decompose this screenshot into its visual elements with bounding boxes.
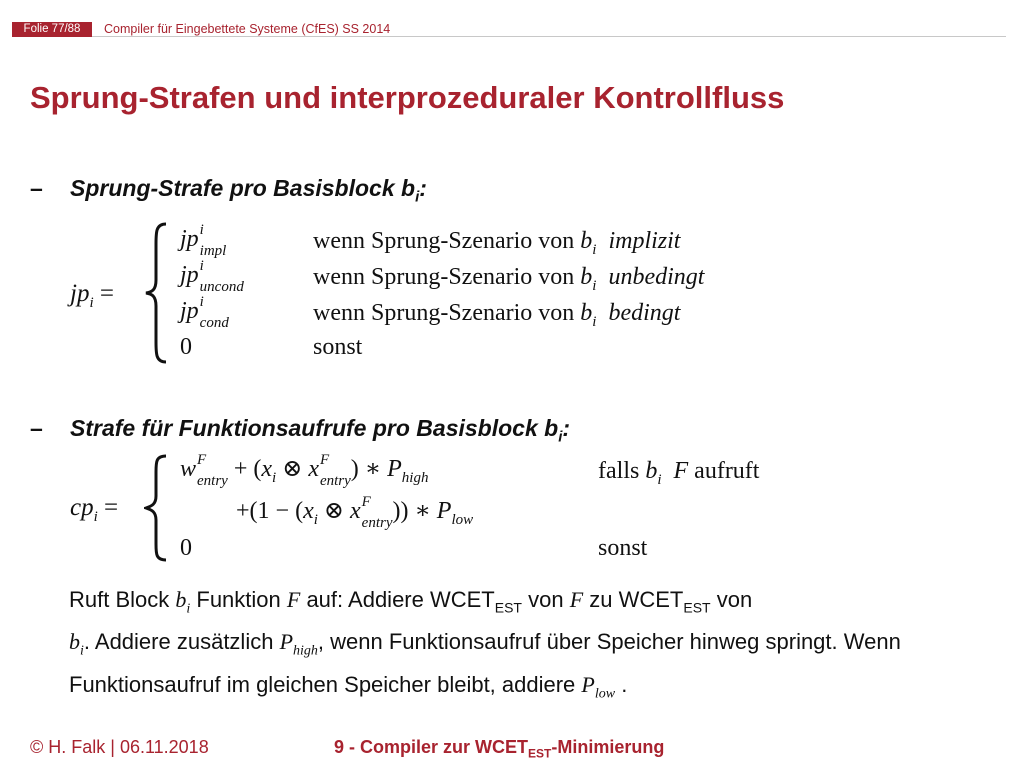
- bullet-sub: i: [415, 188, 420, 206]
- text: . Addiere zusätzlich: [83, 629, 280, 655]
- p-sub-high: high: [401, 469, 429, 486]
- jp-equals: =: [99, 280, 114, 307]
- cond-kind: bedingt: [608, 300, 681, 326]
- w-sub: entry: [197, 473, 228, 490]
- cond-kind: unbedingt: [608, 264, 705, 290]
- case-sup: i: [199, 258, 204, 275]
- cp-cond-otherwise: [598, 533, 647, 563]
- case-var: jp: [180, 262, 199, 288]
- cond-b-sub: i: [592, 313, 597, 330]
- case-sup: i: [199, 294, 204, 311]
- plus-one-minus: +(1 − (: [236, 498, 304, 524]
- text: von: [521, 587, 570, 612]
- math-b-sub: i: [80, 643, 84, 659]
- case-var: jp: [180, 298, 199, 324]
- x-sup: F: [319, 452, 330, 469]
- math-P: P: [581, 671, 595, 697]
- cp-equals: =: [104, 494, 119, 521]
- jp-cond-otherwise: [313, 332, 362, 362]
- text: von: [710, 587, 753, 612]
- cond-b: b: [580, 228, 593, 254]
- chapter-sub: EST: [528, 746, 552, 761]
- text: .: [615, 671, 628, 697]
- cp-cond-call: [598, 456, 759, 486]
- bullet-colon: :: [419, 175, 427, 201]
- wcet-sub: EST: [683, 599, 711, 616]
- slide-title: Sprung-Strafen und interprozeduraler Kontrollfluss: [30, 80, 785, 115]
- cond-text: wenn Sprung-Szenario von: [313, 264, 575, 290]
- x-sub: i: [313, 511, 318, 528]
- x-var: x: [261, 456, 273, 482]
- jp-cond-uncond: [313, 262, 704, 292]
- cp-row-low: [236, 494, 474, 532]
- math-F: F: [569, 587, 584, 612]
- explanation-paragraph: [69, 583, 989, 710]
- math-b-sub: i: [186, 601, 191, 617]
- cond-aufruft: aufruft: [694, 458, 760, 484]
- x-sub-entry: entry: [361, 515, 393, 532]
- chapter-text: 9 - Compiler zur WCET: [334, 737, 529, 757]
- jp-case-uncond: [180, 258, 244, 296]
- case-sub: uncond: [199, 279, 244, 296]
- p-var: P: [436, 498, 452, 524]
- jp-sub: i: [89, 295, 94, 311]
- math-P-sub-high: high: [293, 643, 318, 659]
- case-var: jp: [180, 226, 199, 252]
- x-var: x: [303, 498, 314, 524]
- x-sub-entry: entry: [319, 473, 351, 490]
- bullet-text: Strafe für Funktionsaufrufe pro Basisblock b: [70, 415, 559, 441]
- cond-F: F: [673, 458, 689, 484]
- x-var: x: [308, 456, 319, 482]
- math-b: b: [175, 587, 187, 612]
- otimes: ⊗: [323, 498, 344, 524]
- cond-sonst: sonst: [598, 535, 648, 561]
- wcet-sub: EST: [494, 599, 522, 616]
- math-P: P: [279, 629, 294, 655]
- cond-falls: falls: [598, 458, 640, 484]
- footer-author-date: © H. Falk | 06.11.2018: [30, 737, 209, 757]
- case-zero: 0: [180, 535, 192, 561]
- jp-case-cond: [180, 294, 229, 332]
- cp-row-zero: [180, 533, 192, 563]
- math-b: b: [69, 629, 80, 655]
- bullet-text: Sprung-Strafe pro Basisblock b: [70, 175, 416, 201]
- bullet-call-penalty: [30, 414, 570, 452]
- case-sub: impl: [199, 243, 227, 260]
- case-sup: i: [199, 222, 204, 239]
- close-times: )) ∗: [392, 498, 431, 524]
- text: , wenn Funktionsaufruf über Speicher hinweg springt. Wenn Funktionsaufruf im gleichen Speicher bleibt, addiere: [69, 629, 901, 697]
- w-var: w: [180, 456, 197, 482]
- jp-cond-cond: [313, 298, 680, 328]
- chapter-end: -Minimierung: [551, 737, 665, 757]
- plus-open: + (: [233, 456, 262, 482]
- bullet-jump-penalty: [30, 174, 427, 212]
- cond-b: b: [580, 300, 593, 326]
- text: Funktion: [190, 587, 287, 612]
- jp-var: jp: [70, 280, 90, 307]
- text: zu WCET: [583, 587, 684, 612]
- case-zero: 0: [180, 334, 192, 360]
- cp-var: cp: [70, 494, 94, 521]
- jp-left-brace: [144, 222, 170, 364]
- cond-text: sonst: [313, 334, 363, 360]
- jp-cond-impl: [313, 226, 680, 256]
- footer-chapter: [334, 736, 664, 765]
- bullet-sub: i: [558, 428, 563, 446]
- cond-text: wenn Sprung-Szenario von: [313, 300, 575, 326]
- x-sup: F: [361, 494, 371, 511]
- cond-b: b: [580, 264, 593, 290]
- bullet-dash: –: [30, 175, 43, 201]
- math-F: F: [286, 587, 301, 612]
- cp-lhs: [70, 494, 118, 526]
- cond-text: wenn Sprung-Szenario von: [313, 228, 575, 254]
- otimes: ⊗: [282, 456, 303, 482]
- p-sub-low: low: [451, 511, 474, 528]
- bullet-colon: :: [562, 415, 571, 441]
- math-P-sub-low: low: [594, 686, 616, 702]
- x-var: x: [350, 498, 361, 524]
- p-var: P: [387, 456, 402, 482]
- text: Ruft Block: [69, 587, 176, 612]
- header-divider: [92, 36, 1006, 37]
- cond-b-sub: i: [657, 471, 662, 488]
- bullet-dash: –: [30, 415, 43, 441]
- cond-kind: implizit: [608, 228, 681, 254]
- cp-sub: i: [93, 509, 98, 525]
- cp-row-entry: [180, 452, 429, 490]
- course-label: Compiler für Eingebettete Systeme (CfES) SS 2014: [104, 22, 391, 36]
- x-sub: i: [272, 469, 277, 486]
- cp-left-brace: [144, 454, 170, 562]
- cond-b: b: [645, 458, 658, 484]
- cond-b-sub: i: [592, 277, 597, 294]
- w-sup: F: [197, 452, 207, 469]
- close-times: ) ∗: [350, 456, 382, 482]
- jp-case-zero: [180, 332, 192, 362]
- cond-b-sub: i: [592, 241, 597, 258]
- jp-case-impl: [180, 222, 227, 260]
- slide-number-badge: Folie 77/88: [12, 22, 92, 37]
- text: auf: Addiere WCET: [300, 587, 495, 612]
- jp-lhs: [70, 280, 114, 312]
- case-sub: cond: [199, 315, 229, 332]
